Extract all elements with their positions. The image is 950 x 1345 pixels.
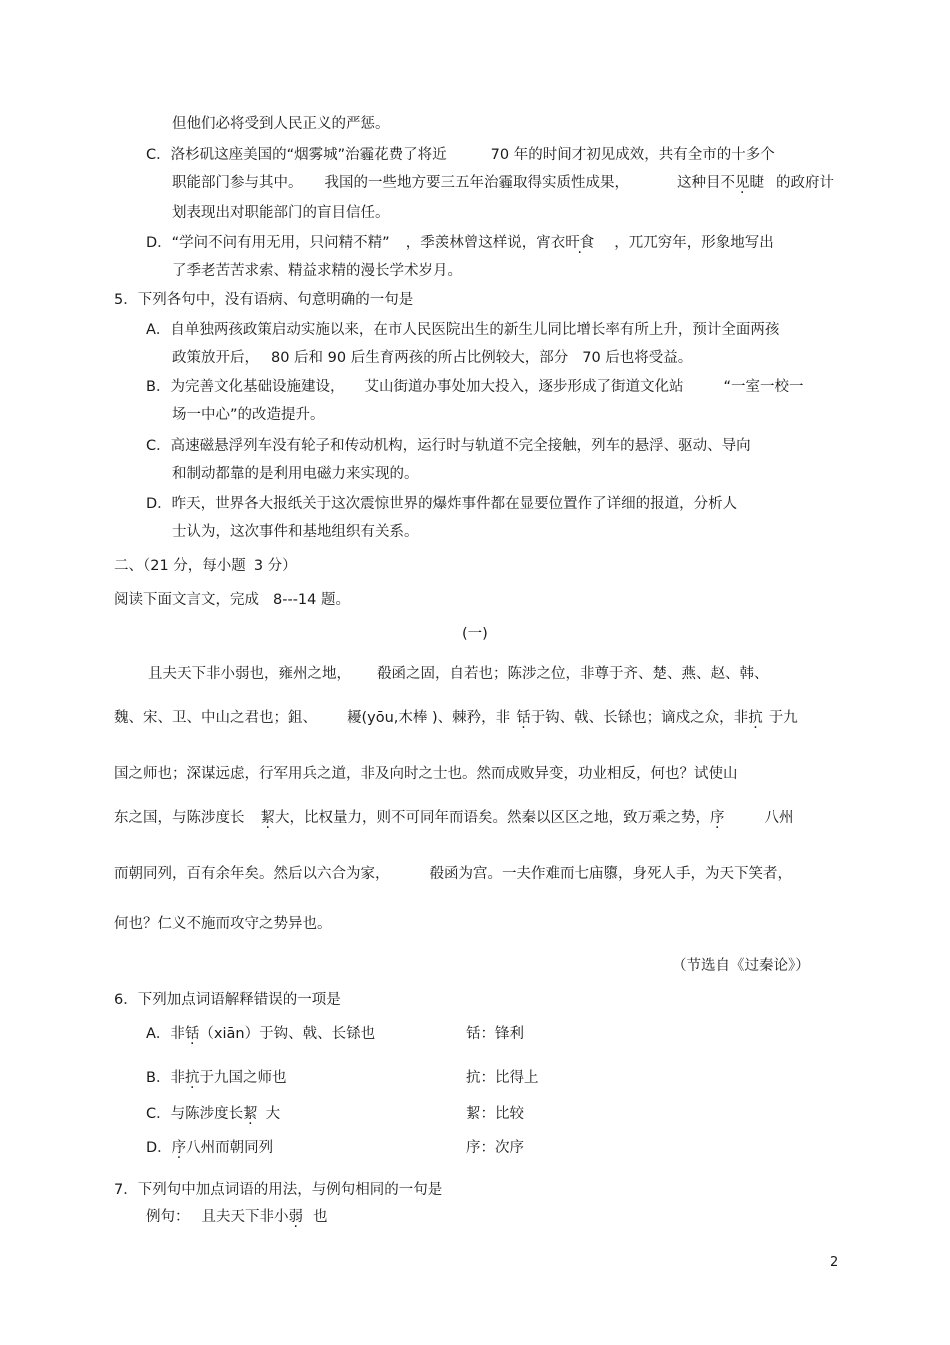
passage-line5: 而朝同列，百有余年矣。然后以六合为家， 殽函为宫。一夫作难而七庙隳，身死人手，为天下笑者， bbox=[114, 866, 792, 882]
dotted-word: 不见睫 bbox=[720, 175, 764, 191]
passage-line4: 东之国，与陈涉度长 絜大，比权量力，则不可同年而语矣。然秦以区区之地，致万乘之势，序 八州 bbox=[114, 810, 794, 826]
dotted-word: 弱 bbox=[288, 1209, 303, 1225]
passage-line2: 魏、宋、卫、中山之君也；鉏、 耰(yōu,木棒 )、棘矜，非 铦于钩、戟、长铩也；谪戍之众，非抗 于九 bbox=[114, 710, 798, 726]
passage-line3: 国之师也；深谋远虑，行军用兵之道，非及向时之士也。然而成败异变，功业相反，何也？试使山 bbox=[114, 766, 738, 782]
q6d: D．序八州而朝同列 bbox=[146, 1140, 274, 1156]
section2-instruction: 阅读下面文言文，完成 8---14 题。 bbox=[114, 592, 350, 608]
q4c-line1: C．洛杉矶这座美国的“烟雾城”治霾花费了将近 70 年的时间才初见成效，共有全市的十多个 bbox=[146, 147, 775, 163]
q4b-end: 但他们必将受到人民正义的严惩。 bbox=[172, 116, 390, 132]
q5d-line2: 士认为，这次事件和基地组织有关系。 bbox=[172, 524, 419, 540]
passage-source: （节选自《过秦论》） bbox=[672, 958, 810, 974]
option-label: D． bbox=[146, 1140, 172, 1156]
q7-stem: 7．下列句中加点词语的用法，与例句相同的一句是 bbox=[114, 1182, 443, 1198]
option-label: B． bbox=[146, 1070, 171, 1086]
q5d-line1: D．昨天，世界各大报纸关于这次震惊世界的爆炸事件都在显要位置作了详细的报道，分析人 bbox=[146, 496, 738, 512]
q7-example: 例句： 且夫天下非小弱 也 bbox=[146, 1209, 328, 1225]
q5c-line1: C．高速磁悬浮列车没有轮子和传动机构，运行时与轨道不完全接触，列车的悬浮、驱动、导向 bbox=[146, 438, 751, 454]
option-label: A． bbox=[146, 322, 171, 338]
dotted-word: 絜 bbox=[260, 810, 275, 826]
q5a-line1: A．自单独两孩政策启动实施以来，在市人民医院出生的新生儿同比增长率有所上升，预计全面两孩 bbox=[146, 322, 780, 338]
q6b: B．非抗于九国之师也 bbox=[146, 1070, 287, 1086]
passage-line6: 何也？仁义不施而攻守之势异也。 bbox=[114, 916, 332, 932]
section2-header: 二、（21 分，每小题 3 分） bbox=[114, 558, 297, 574]
q5a-line2: 政策放开后， 80 后和 90 后生育两孩的所占比例较大，部分 70 后也将受益。 bbox=[172, 350, 693, 366]
q6-stem: 6．下列加点词语解释错误的一项是 bbox=[114, 992, 341, 1008]
q5-stem: 5．下列各句中，没有语病、句意明确的一句是 bbox=[114, 292, 414, 308]
q6c: C．与陈涉度长絜 大 bbox=[146, 1106, 281, 1122]
option-label: C． bbox=[146, 1106, 171, 1122]
q5b-line2: 场一中心”的改造提升。 bbox=[172, 407, 325, 423]
q6a-gloss: 铦：锋利 bbox=[466, 1026, 524, 1042]
option-label: D． bbox=[146, 496, 172, 512]
q4d-line2: 了季老苦苦求索、精益求精的漫长学术岁月。 bbox=[172, 263, 462, 279]
q6d-gloss: 序：次序 bbox=[466, 1140, 524, 1156]
option-label: A． bbox=[146, 1026, 171, 1042]
dotted-word: 旰食 bbox=[565, 235, 595, 251]
q4c-line3: 划表现出对职能部门的盲目信任。 bbox=[172, 205, 390, 221]
dotted-word: 铦 bbox=[516, 710, 531, 726]
q4d-line1: D．“学问不问有用无用，只问精不精” ，季羡林曾这样说，宵衣旰食 ，兀兀穷年，形象地写出 bbox=[146, 235, 774, 251]
part-title: (一) bbox=[462, 626, 488, 642]
q5b-line1: B．为完善文化基础设施建设， 艾山街道办事处加大投入，逐步形成了街道文化站 “一室一校一 bbox=[146, 379, 804, 395]
q4c-line2: 职能部门参与其中。 我国的一些地方要三五年治霾取得实质性成果， 这种目不见睫 的政府计 bbox=[172, 175, 834, 191]
dotted-word: 抗 bbox=[748, 710, 763, 726]
q6c-gloss: 絜：比较 bbox=[466, 1106, 524, 1122]
option-label: D． bbox=[146, 235, 172, 251]
dotted-word: 抗 bbox=[184, 1070, 200, 1086]
page-number: 2 bbox=[830, 1255, 839, 1270]
dotted-word: 絜 bbox=[243, 1106, 258, 1122]
option-label: B． bbox=[146, 379, 171, 395]
dotted-word: 序 bbox=[710, 810, 725, 826]
dotted-word: 序 bbox=[171, 1140, 187, 1156]
q6a: A．非铦（xiān）于钩、戟、长铩也 bbox=[146, 1026, 376, 1042]
option-label: C． bbox=[146, 438, 171, 454]
q5c-line2: 和制动都靠的是利用电磁力来实现的。 bbox=[172, 466, 419, 482]
q6b-gloss: 抗：比得上 bbox=[466, 1070, 539, 1086]
option-label: C． bbox=[146, 147, 171, 163]
passage-line1: 且夫天下非小弱也，雍州之地， 殽函之固，自若也；陈涉之位，非尊于齐、楚、燕、赵、韩、 bbox=[148, 666, 769, 682]
dotted-word: 铦 bbox=[184, 1026, 200, 1042]
